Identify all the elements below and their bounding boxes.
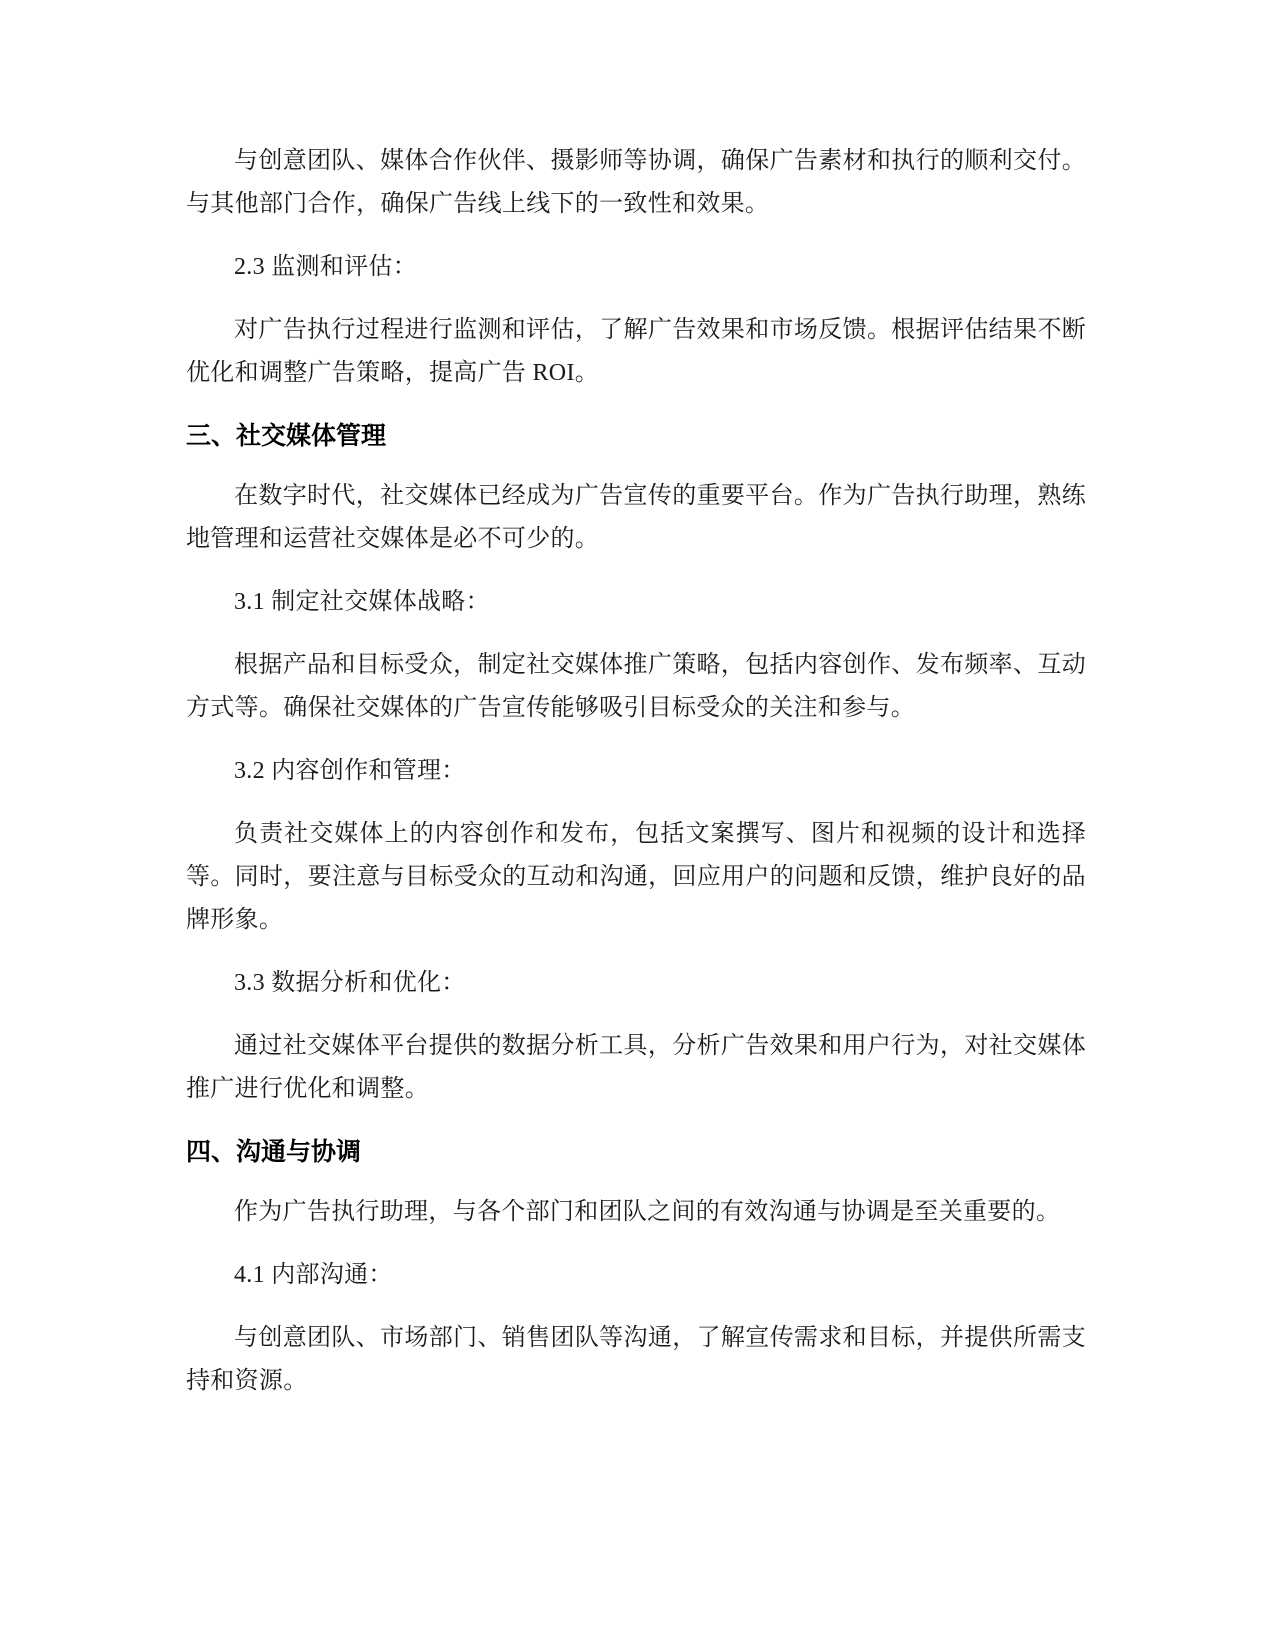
paragraph-social-strategy: 根据产品和目标受众，制定社交媒体推广策略，包括内容创作、发布频率、互动方式等。确保社交媒体的广告宣传能够吸引目标受众的关注和参与。 bbox=[186, 652, 1086, 721]
subheading-3-1: 3.1 制定社交媒体战略： bbox=[234, 589, 490, 615]
paragraph-coordination: 与创意团队、媒体合作伙伴、摄影师等协调，确保广告素材和执行的顺利交付。与其他部门合作，确保广告线上线下的一致性和效果。 bbox=[186, 148, 1086, 217]
paragraph-social-intro: 在数字时代，社交媒体已经成为广告宣传的重要平台。作为广告执行助理，熟练地管理和运营社交媒体是必不可少的。 bbox=[186, 483, 1086, 552]
subheading-3-2: 3.2 内容创作和管理： bbox=[234, 758, 466, 784]
paragraph-data-analysis: 通过社交媒体平台提供的数据分析工具，分析广告效果和用户行为，对社交媒体推广进行优化和调整。 bbox=[186, 1033, 1086, 1102]
paragraph-content-creation: 负责社交媒体上的内容创作和发布，包括文案撰写、图片和视频的设计和选择等。同时，要注意与目标受众的互动和沟通，回应用户的问题和反馈，维护良好的品牌形象。 bbox=[186, 821, 1086, 933]
subheading-4-1: 4.1 内部沟通： bbox=[234, 1262, 393, 1288]
section-heading-3: 三、社交媒体管理 bbox=[186, 421, 387, 450]
section-heading-4: 四、沟通与协调 bbox=[186, 1137, 362, 1166]
paragraph-internal-communication: 与创意团队、市场部门、销售团队等沟通，了解宣传需求和目标，并提供所需支持和资源。 bbox=[186, 1325, 1086, 1394]
subheading-2-3: 2.3 监测和评估： bbox=[234, 254, 417, 280]
subheading-3-3: 3.3 数据分析和优化： bbox=[234, 970, 466, 996]
paragraph-communication-intro: 作为广告执行助理，与各个部门和团队之间的有效沟通与协调是至关重要的。 bbox=[234, 1199, 1061, 1225]
paragraph-monitoring: 对广告执行过程进行监测和评估，了解广告效果和市场反馈。根据评估结果不断优化和调整广告策略，提高广告 ROI。 bbox=[186, 317, 1086, 386]
document-page bbox=[186, 140, 1086, 1423]
